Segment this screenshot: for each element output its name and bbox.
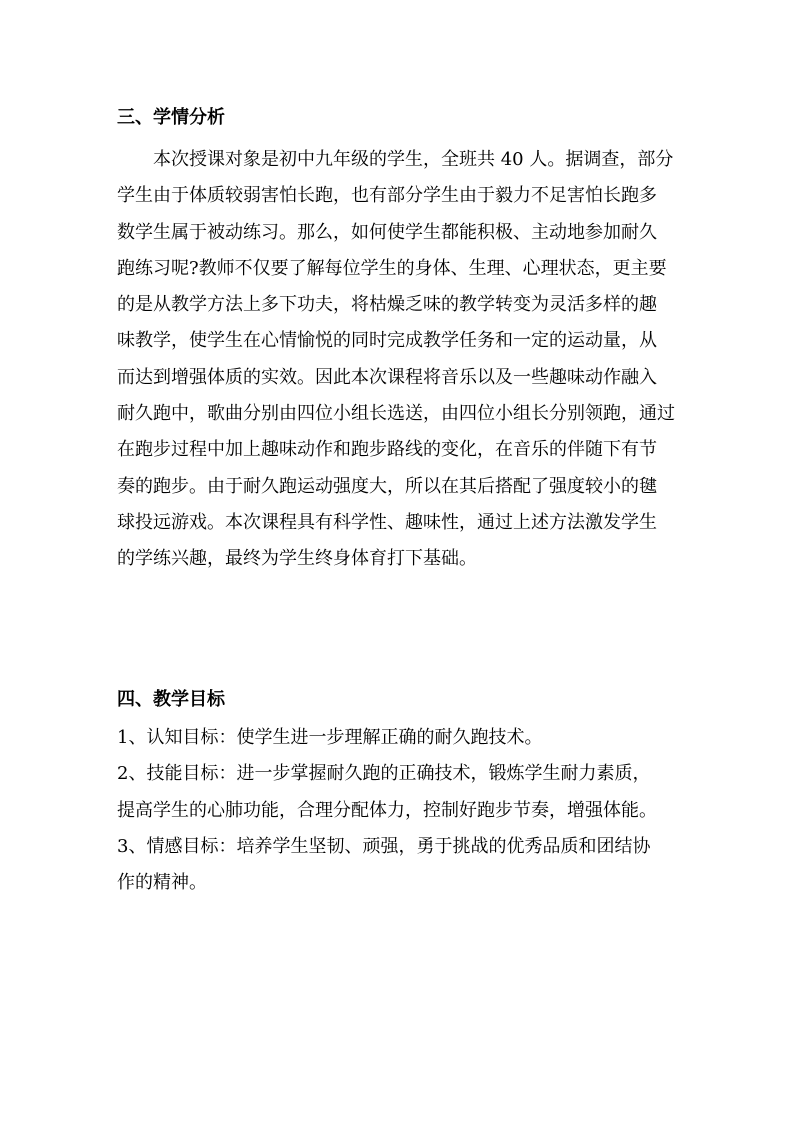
paragraph-line: 球投远游戏。本次课程具有科学性、趣味性，通过上述方法激发学生 xyxy=(117,511,657,533)
paragraph-line: 耐久跑中，歌曲分别由四位小组长选送，由四位小组长分别领跑，通过 xyxy=(117,403,675,425)
paragraph-line: 本次授课对象是初中九年级的学生，全班共 40 人。据调查，部分 xyxy=(153,149,674,170)
paragraph-line: 味教学，使学生在心情愉悦的同时完成教学任务和一定的运动量，从 xyxy=(117,330,657,352)
objective-line: 提高学生的心肺功能，合理分配体力，控制好跑步节奏，增强体能。 xyxy=(117,799,657,821)
learner-analysis-paragraph xyxy=(117,142,717,578)
objective-line: 作的精神。 xyxy=(117,872,207,894)
paragraph-line: 在跑步过程中加上趣味动作和跑步路线的变化，在音乐的伴随下有节 xyxy=(117,439,657,461)
section-heading-teaching-objectives: 四、教学目标 xyxy=(117,689,225,710)
section-heading-learner-analysis: 三、学情分析 xyxy=(117,107,225,128)
objective-line: 3、情感目标：培养学生坚韧、顽强，勇于挑战的优秀品质和团结协 xyxy=(117,835,651,857)
paragraph-line: 而达到增强体质的实效。因此本次课程将音乐以及一些趣味动作融入 xyxy=(117,366,657,388)
objective-line: 2、技能目标：进一步掌握耐久跑的正确技术，锻炼学生耐力素质， xyxy=(117,763,651,785)
paragraph-line: 数学生属于被动练习。那么，如何使学生都能积极、主动地参加耐久 xyxy=(117,221,657,243)
paragraph-line: 跑练习呢?教师不仅要了解每位学生的身体、生理、心理状态，更主要 xyxy=(117,257,667,279)
paragraph-line: 的是从教学方法上多下功夫，将枯燥乏味的教学转变为灵活多样的趣 xyxy=(117,294,657,316)
teaching-objectives-list xyxy=(117,720,717,901)
paragraph-line: 奏的跑步。由于耐久跑运动强度大，所以在其后搭配了强度较小的毽 xyxy=(117,475,657,497)
objective-line: 1、认知目标：使学生进一步理解正确的耐久跑技术。 xyxy=(117,727,543,748)
paragraph-line: 学生由于体质较弱害怕长跑，也有部分学生由于毅力不足害怕长跑多 xyxy=(117,185,657,207)
paragraph-line: 的学练兴趣，最终为学生终身体育打下基础。 xyxy=(117,548,477,570)
